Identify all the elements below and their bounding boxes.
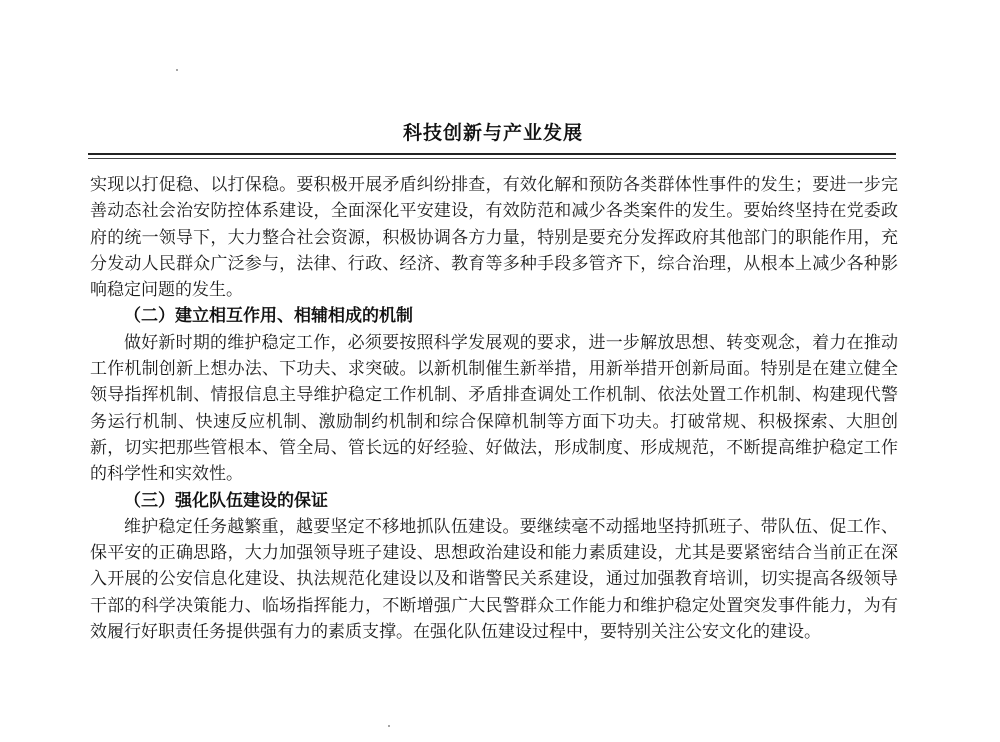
- scan-speck: [176, 69, 178, 71]
- paragraph-2: 做好新时期的维护稳定工作，必须要按照科学发展观的要求，进一步解放思想、转变观念，着力在推动工作机制创新上想办法、下功夫、求突破。以新机制催生新举措，用新举措开创新局面。特别是在建立健全领导指挥机制、情报信息主导维护稳定工作机制、矛盾排查调处工作机制、依法处置工作机制、构建现代警务运行机制、快速反应机制、激励制约机制和综合保障机制等方面下功夫。打破常规、积极探索、大胆创新，切实把那些管根本、管全局、管长远的好经验、好做法，形成制度、形成规范，不断提高维护稳定工作的科学性和实效性。: [90, 332, 898, 485]
- running-header-title: 科技创新与产业发展: [402, 122, 583, 144]
- paragraph-3: 维护稳定任务越繁重，越要坚定不移地抓队伍建设。要继续毫不动摇地坚持抓班子、带队伍、促工作、保平安的正确思路，大力加强领导班子建设、思想政治建设和能力素质建设，尤其是要紧密结合当前正在深入开展的公安信息化建设、执法规范化建设以及和谐警民关系建设，通过加强教育培训，切实提高各级领导干部的科学决策能力、临场指挥能力，不断增强广大民警群众工作能力和维护稳定处置突发事件能力，为有效履行好职责任务提供强有力的素质支撑。在强化队伍建设过程中，要特别关注公安文化的建设。: [90, 516, 898, 643]
- header-rule-thick: [88, 153, 896, 155]
- scan-speck: [388, 725, 390, 727]
- header-rule-thin: [88, 158, 896, 159]
- paragraph-1: 实现以打促稳、以打保稳。要积极开展矛盾纠纷排查，有效化解和预防各类群体性事件的发生；要进一步完善动态社会治安防控体系建设，全面深化平安建设，有效防范和减少各类案件的发生。要始终坚持在党委政府的统一领导下，大力整合社会资源，积极协调各方力量，特别是要充分发挥政府其他部门的职能作用，充分发动人民群众广泛参与，法律、行政、经济、教育等多种手段多管齐下，综合治理，从根本上减少各种影响稳定问题的发生。: [90, 175, 898, 301]
- section-heading-3: （三）强化队伍建设的保证: [124, 490, 328, 511]
- section-heading-2: （二）建立相互作用、相辅相成的机制: [124, 306, 413, 327]
- body-text: [90, 172, 898, 645]
